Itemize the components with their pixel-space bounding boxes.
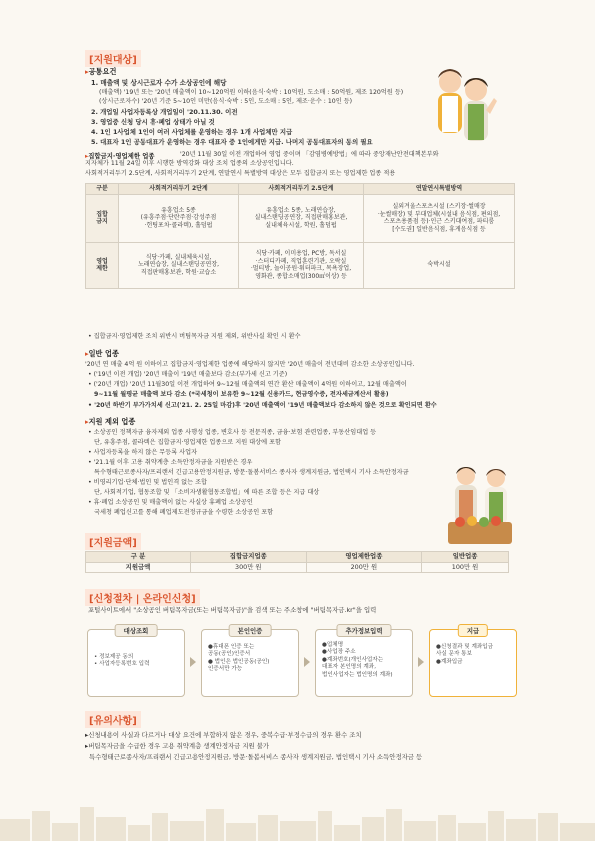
amount-table [85,551,509,573]
triangle-bullet-icon: ▸ [85,349,89,358]
req-item-1b: (상시근로자수) '20년 기준 5~10인 미만(음식·숙박 : 5인, 도소매 : 5인, 제조·운수 : 10인 등) [99,98,353,105]
section-title-amount: [지원금액] [85,533,141,550]
arrow-right-icon [190,657,196,667]
restriction-table [85,183,515,289]
general-line-2: • ('19년 이전 개업) '20년 매출이 '19년 매출보다 감소(부가세 신고 기준) [88,371,288,378]
table-cell: 식당·카페, 실내체육시설, 노래연습장, 실내스탠딩공연장, 직접판매홍보관, 학원·교습소 [119,242,239,288]
restriction-line-3: 사회적거리두기 2.5단계, 사회적거리두기 2단계, 연말연시 특별방역 대상은 모두 집합금지 또는 영업제한 업종 적용 [85,170,396,177]
step-box-auth [201,629,299,697]
step-desc: ●휴대폰 인증 또는 공동(공인)인증서 ● 법인은 법인공동(공인) 인증서만 가능 [208,644,270,673]
general-heading: ▸일반 업종 [85,349,119,358]
req-item-3: 3. 영업중 신청 당시 휴·폐업 상태가 아닐 것 [91,118,215,126]
table-header: 집합금지업종 [191,552,307,563]
amount-value-general: 100만 원 [422,562,509,573]
exclusion-line-9: 국세청 폐업신고를 통해 폐업제도전정규금을 수령한 소상공인 포함 [94,509,274,516]
triangle-bullet-icon: ▸ [85,152,89,160]
amount-row-label: 지원금액 [86,562,191,573]
shopkeepers-illustration [440,460,520,555]
table-header: 연말연시특별방역 [364,184,515,195]
req-item-4: 4. 1인 1사업체 1인이 여러 사업체를 운영하는 경우 1개 사업체만 지급 [91,128,293,136]
table-cell: 유흥업소 5종 (유흥주점·단란주점·감성주점 ·헌팅포차·콜라텍), 홀덤펍 [119,194,239,242]
table-cell: 유흥업소 5종, 노래연습장, 실내스탠딩공연장, 직접판매홍보관, 실내체육시설, 학원, 홀덤펍 [239,194,364,242]
table-cell: 숙박시설 [364,242,515,288]
triangle-bullet-icon: ▸ [85,67,89,76]
table-header: 사회적거리두기 2단계 [119,184,239,195]
exclusion-line-2: 단, 유흥주점, 콜라텍은 집합금지·영업제한 업종으로 지원 대상에 포함 [94,439,282,446]
notice-line-1: ▸신청내용이 사실과 다르거나 대상 요건에 부합하지 않은 경우, 중복수급·부정수급의 경우 환수 조치 [85,731,362,739]
table-header: 일반업종 [422,552,509,563]
table-header: 구분 [86,184,119,195]
step-desc: • 정보제공 동의 • 사업자등록번호 입력 [94,654,150,668]
exclusion-line-4: • '21.1월 이후 고용 취약계층 소득안정자금을 지원받은 경우 [88,459,253,466]
table-header: 영업제한업종 [306,552,422,563]
table-cell: 식당·카페, 이미용업, PC방, 독서실 ·스터디카페, 직업훈련기관, 오락실 ·멀티방, 놀이공원·워터파크, 목욕장업, 영화관, 종합소매업(300㎡이상) 등 [239,242,364,288]
step-title: 지급 [458,624,488,637]
procedure-intro: 포털사이트에서 "소상공인 버팀목자금(또는 버팀목자금)"을 검색 또는 주소창에 "버팀목자금.kr"을 입력 [88,606,377,614]
restriction-line-1: '20년 11월 30일 이전 개업하여 영업 중이며 「감염병예방법」에 따라 중앙재난안전대책본부와 [180,151,439,158]
step-title: 대상조회 [115,624,158,637]
general-line-3: • ('20년 개업) '20년 11월30일 이전 개업하여 9~12월 매출액의 연간 환산 매출액이 4억원 이하이고, 12월 매출액이 [88,381,407,388]
amount-value-limit: 200만 원 [306,562,422,573]
section-title-procedure: [신청절차 | 온라인신청] [85,589,200,606]
general-line-1: '20년 연 매출 4억 원 이하이고 집합금지·영업제한 업종에 해당하지 않지만 '20년 매출이 전년대비 감소한 소상공인입니다. [85,361,415,368]
restriction-line-2: 지자체가 11월 24일 이후 시행한 방역강화 대상 조치 업종의 소상공인입니다. [85,160,294,167]
row-label-limit: 영업 제한 [86,242,119,288]
common-req-heading: ▸공통요건 [85,67,117,76]
req-item-2: 2. 개업일 사업자등록상 개업일이 '20.11.30. 이전 [91,108,238,116]
step-box-pay [429,629,517,697]
row-label-ban: 집합 금지 [86,194,119,242]
exclusion-line-8: • 휴·폐업 소상공인 및 매출액이 없는 사실상 휴폐업 소상공인 [88,499,253,506]
restriction-heading: ▸집합금지·영업제한 업종 [85,152,155,160]
amount-value-ban: 300만 원 [191,562,307,573]
exclusion-line-3: • 사업자등록을 하지 않은 무등록 사업자 [88,449,198,456]
exclusion-line-1: • 소상공인 정책자금 융자제외 업종 사행성 업종, 변호사 등 전문직종, 금융·보험 관련업종, 부동산임대업 등 [88,429,377,436]
notice-line-2: ▸버팀목자금을 수급한 경우 고용 취약계층 생계안정자금 지원 불가 [85,742,270,750]
table-note: • 집합금지·영업제한 조치 위반시 버팀목자금 지원 제외, 위반사실 확인 시 환수 [88,333,301,340]
step-title: 추가정보입력 [336,624,391,637]
business-owners-illustration [420,60,500,150]
triangle-bullet-icon: ▸ [85,417,89,426]
exclusion-heading: ▸지원 제외 업종 [85,417,136,426]
arrow-right-icon [304,657,310,667]
table-cell: 실외겨울스포츠시설 (스키장·썰매장 ·눈썰매장) 및 부대업체(시설내 음식점, 편의점, 스포츠용품점 등)·인근 스키대여점, 파티룸 [수도권] 일반음식점, 휴게음식점 등 [364,194,515,242]
table-header: 사회적거리두기 2.5단계 [239,184,364,195]
req-item-1a: (매출액) '19년 또는 '20년 매출액이 10~120억원 이하(음식·숙박 : 10억원, 도소매 : 50억원, 제조 120억원 등) [99,89,404,96]
general-line-4: 9~11월 월평균 매출액 보다 감소 (*국세청이 보유한 9~12월 신용카드, 현금영수증, 전자세금계산서 활용) [94,391,389,398]
step-desc: ●업체명 ●사업장 주소 ●계좌번호(개인사업자는 대표자 본인명의 계좌, 법인사업자는 법인명의 계좌) [322,642,393,678]
step-title: 본인인증 [229,624,272,637]
notice-line-3: 특수형태근로종사자/프리랜서 긴급고용안정지원금, 방문·돌봄서비스 종사자 생계지원금, 법인택시 기사 소득안정자금 등 [89,753,423,761]
req-item-5: 5. 대표자 1인 공동대표가 운영하는 경우 대표자 중 1인에게만 지급. 나머지 공동대표자의 동의 필요 [91,138,373,146]
section-title-target: [지원대상] [85,50,141,67]
step-box-lookup [87,629,185,697]
exclusion-line-5: 특수형태근로종사자/프리랜서 긴급고용안정지원금, 방문·돌봄서비스 종사자 생계지원금, 법인택시 기사 소득안정자금 [94,469,409,476]
table-header: 구 분 [86,552,191,563]
step-desc: ●신청결과 및 계좌입금 사실 문자 통보 ●계좌입금 [436,644,494,665]
exclusion-line-6: • 비영리기업·단체·법인 및 법인격 없는 조합 [88,479,208,486]
city-skyline-decoration [0,801,595,841]
req-item-1: 1. 매출액 및 상시근로자 수가 소상공인에 해당 [91,79,227,87]
exclusion-line-7: 단, 사회적기업, 협동조합 및 「소비자생활협동조합법」에 따른 조합 등은 지급 대상 [94,489,320,496]
general-line-5: • '20년 하반기 부가가치세 신고('21. 2. 25일 마감)후 '20년 매출액이 '19년 매출액보다 감소하지 않은 것으로 확인되면 환수 [88,402,437,409]
step-box-info [315,629,413,697]
arrow-right-icon [418,657,424,667]
section-title-notice: [유의사항] [85,711,141,728]
